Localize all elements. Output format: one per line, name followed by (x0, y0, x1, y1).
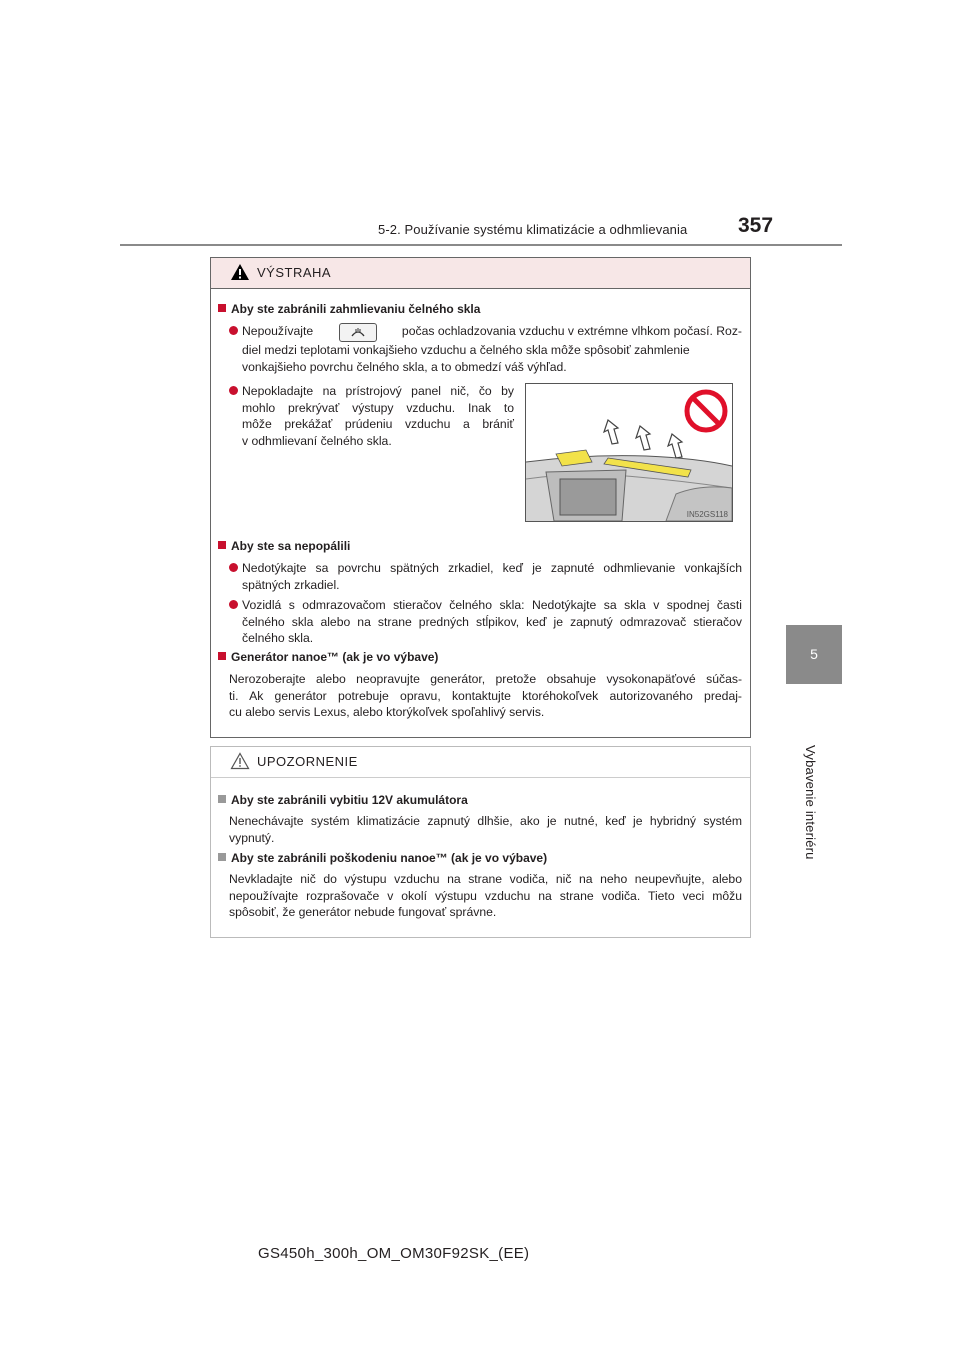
page-number: 357 (738, 214, 774, 237)
section-marker-icon (218, 652, 226, 660)
section-paragraph: Nevkladajte nič do výstupu vzduchu na strane vodiča, nič na neho neupevňujte, alebo nepoužívajte rozprašovače v okolí výstupu vzduchu na strane vodiča. Tieto veci môžu spôsobiť, že generátor nebude fungovať správne. (229, 872, 742, 919)
chapter-tab: 5 (786, 625, 842, 684)
dashboard-drawing (526, 384, 732, 521)
section-marker-icon (218, 541, 226, 549)
section-heading: Aby ste zabránili vybitiu 12V akumulátora (218, 793, 468, 807)
chapter-label-text: Vybavenie interiéru (803, 745, 818, 860)
bullet-dot-icon (229, 386, 238, 395)
caution-header (211, 747, 750, 778)
bullet-item: Nepokladajte na prístrojový panel nič, čo by mohlo prekrývať výstupy vzduchu. Inak to môže prekážať prúdeniu vzduchu a brániť v odhmlievaní čelného skla. (242, 383, 514, 449)
bullet-dot-icon (229, 600, 238, 609)
bullet-dot-icon (229, 326, 238, 335)
bullet-item: Nepoužívajte počas ochladzovania vzduchu v extrémne vlhkom počasí. Roz- diel medzi teplotami vonkajšieho vzduchu a čelného skla môže spôsobiť zahmlenie vonkajšieho povrchu čelného skla, a to obmedzí váš výhľad. (242, 323, 742, 375)
section-paragraph: Nerozoberajte alebo neopravujte generátor, pretože obsahuje vysokonapäťové súčas- ti. Ak generátor potrebuje opravu, kontaktujte ktoréhokoľvek autorizovaného predaj- cu alebo servis Lexus, alebo ktorýkoľvek spoľahlivý servis. (229, 672, 742, 719)
bullet-dot-icon (229, 563, 238, 572)
front-defroster-icon (339, 323, 377, 342)
dashboard-illustration (525, 383, 733, 522)
section-heading: Aby ste zabránili poškodeniu nanoe™ (ak je vo výbave) (218, 851, 547, 865)
header-divider (120, 244, 842, 246)
caution-triangle-icon (230, 752, 250, 770)
illustration-code: IN52GS118 (686, 510, 728, 519)
document-code: GS450h_300h_OM_OM30F92SK_(EE) (258, 1245, 530, 1262)
section-title: 5-2. Používanie systému klimatizácie a odhmlievania (378, 222, 688, 237)
section-heading: Aby ste zabránili zahmlievaniu čelného skla (218, 302, 480, 316)
section-heading: Generátor nanoe™ (ak je vo výbave) (218, 650, 438, 664)
section-paragraph: Nenechávajte systém klimatizácie zapnutý dlhšie, ako je nutné, keď je hybridný systém vypnutý. (229, 814, 742, 845)
warning-header (211, 258, 750, 289)
warning-triangle-icon (230, 263, 250, 281)
bullet-item: Vozidlá s odmrazovačom stieračov čelného skla: Nedotýkajte sa skla v spodnej časti čelného skla alebo na strane predných stĺpikov, keď je zapnutý odmrazovač stieračov čelného skla. (242, 597, 742, 647)
section-heading: Aby ste sa nepopálili (218, 539, 350, 553)
section-marker-icon (218, 304, 226, 312)
section-marker-icon (218, 853, 226, 861)
caution-title: UPOZORNENIE (257, 754, 358, 769)
section-marker-icon (218, 795, 226, 803)
bullet-item: Nedotýkajte sa povrchu spätných zrkadiel, keď je zapnuté odhmlievanie vonkajších spätných zrkadiel. (242, 560, 742, 593)
warning-title: VÝSTRAHA (257, 265, 332, 280)
